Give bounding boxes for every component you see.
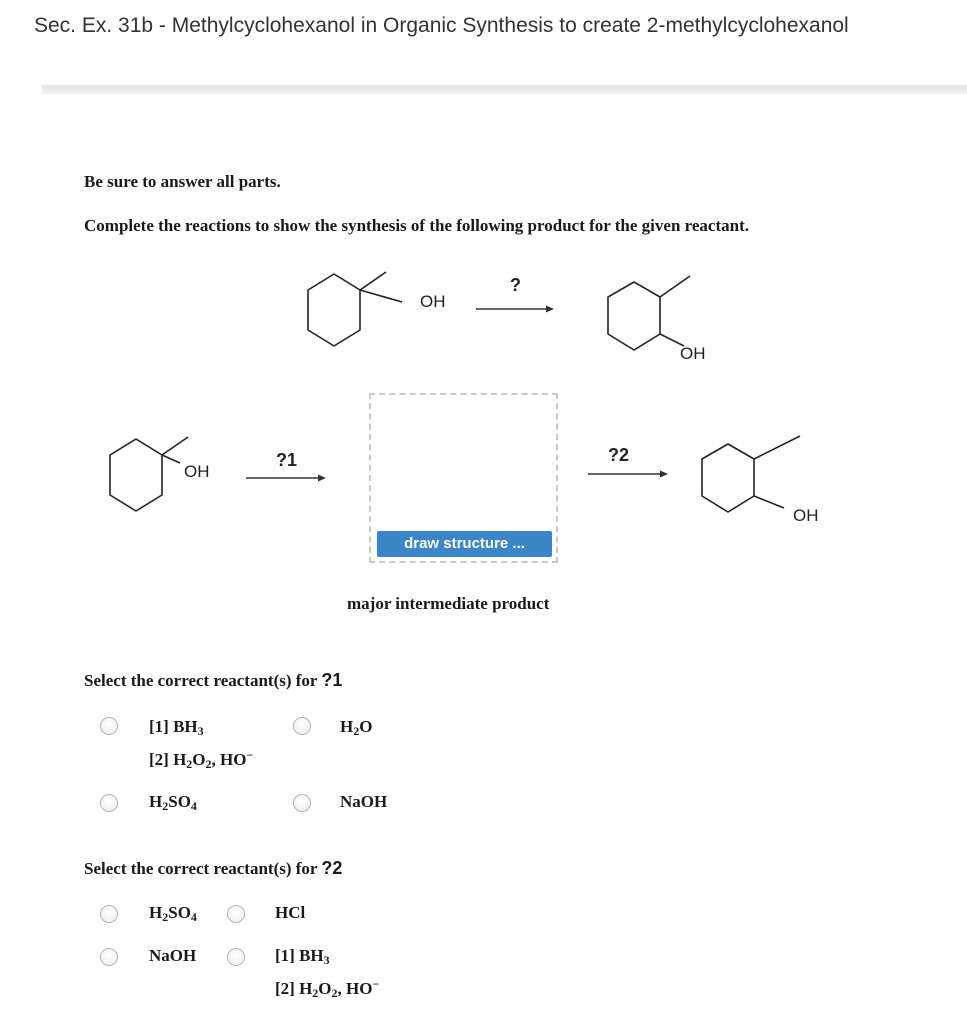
scheme-product-oh-label: OH [793, 506, 819, 525]
q2-option-h2so4[interactable]: $H_2SO_4$ [149, 903, 197, 924]
q2-radio-hcl[interactable] [227, 905, 245, 923]
q1-radio-h2o[interactable] [293, 717, 311, 735]
q1-option-naoh[interactable]: NaOH [340, 792, 388, 811]
q2-radio-h2so4[interactable] [100, 905, 118, 923]
q1-option-h2so4[interactable]: $H_2SO_4$ [149, 792, 197, 813]
instruction-complete-reactions: Complete the reactions to show the synthesis of the following product for the given reactant. [84, 216, 750, 235]
overview-reaction-arrow [476, 303, 556, 315]
scheme-step1-label: ?1 [276, 450, 298, 470]
scheme-reactant-structure [80, 425, 200, 525]
instruction-answer-all: Be sure to answer all parts. [84, 172, 281, 191]
question1-marker: ?1 [321, 670, 343, 690]
scheme-step2-label: ?2 [608, 445, 630, 465]
q2-radio-bh3[interactable] [227, 948, 245, 966]
question2-prompt-text: Select the correct reactant(s) for [84, 859, 318, 878]
scheme-step1-arrow [246, 472, 330, 484]
q1-option-h2o[interactable]: $H_2O$ [340, 717, 373, 738]
q2-radio-naoh[interactable] [100, 948, 118, 966]
question1-prompt-text: Select the correct reactant(s) for [84, 671, 318, 690]
question2-prompt [84, 858, 342, 879]
q1-radio-h2so4[interactable] [100, 794, 118, 812]
q1-option-bh3-line2[interactable]: [2] $H_2O_2$, HO− [149, 748, 254, 771]
question1-prompt [84, 670, 342, 691]
q1-radio-bh3[interactable] [100, 717, 118, 735]
overview-unknown-reagent: ? [510, 275, 521, 295]
q2-option-hcl[interactable]: HCl [275, 903, 306, 922]
overview-reactant-structure [300, 260, 420, 360]
q2-option-naoh[interactable]: NaOH [149, 946, 197, 965]
header-divider [42, 85, 967, 94]
intermediate-caption: major intermediate product [347, 594, 550, 613]
q1-radio-naoh[interactable] [293, 794, 311, 812]
question2-marker: ?2 [321, 858, 343, 878]
page-title: Sec. Ex. 31b - Methylcyclohexanol in Organic Synthesis to create 2-methylcyclohexanol [34, 14, 849, 37]
scheme-step2-arrow [588, 468, 672, 480]
overview-product-oh-label: OH [680, 344, 706, 363]
q2-option-bh3-line2[interactable]: [2] $H_2O_2$, HO− [275, 977, 380, 1000]
q2-option-bh3-line1[interactable]: [1] $BH_3$ [275, 946, 330, 967]
q1-option-bh3-line1[interactable]: [1] $BH_3$ [149, 717, 204, 738]
scheme-reactant-oh-label: OH [184, 462, 210, 481]
overview-reactant-oh-label: OH [420, 292, 446, 311]
draw-structure-button[interactable]: draw structure ... [377, 531, 552, 557]
